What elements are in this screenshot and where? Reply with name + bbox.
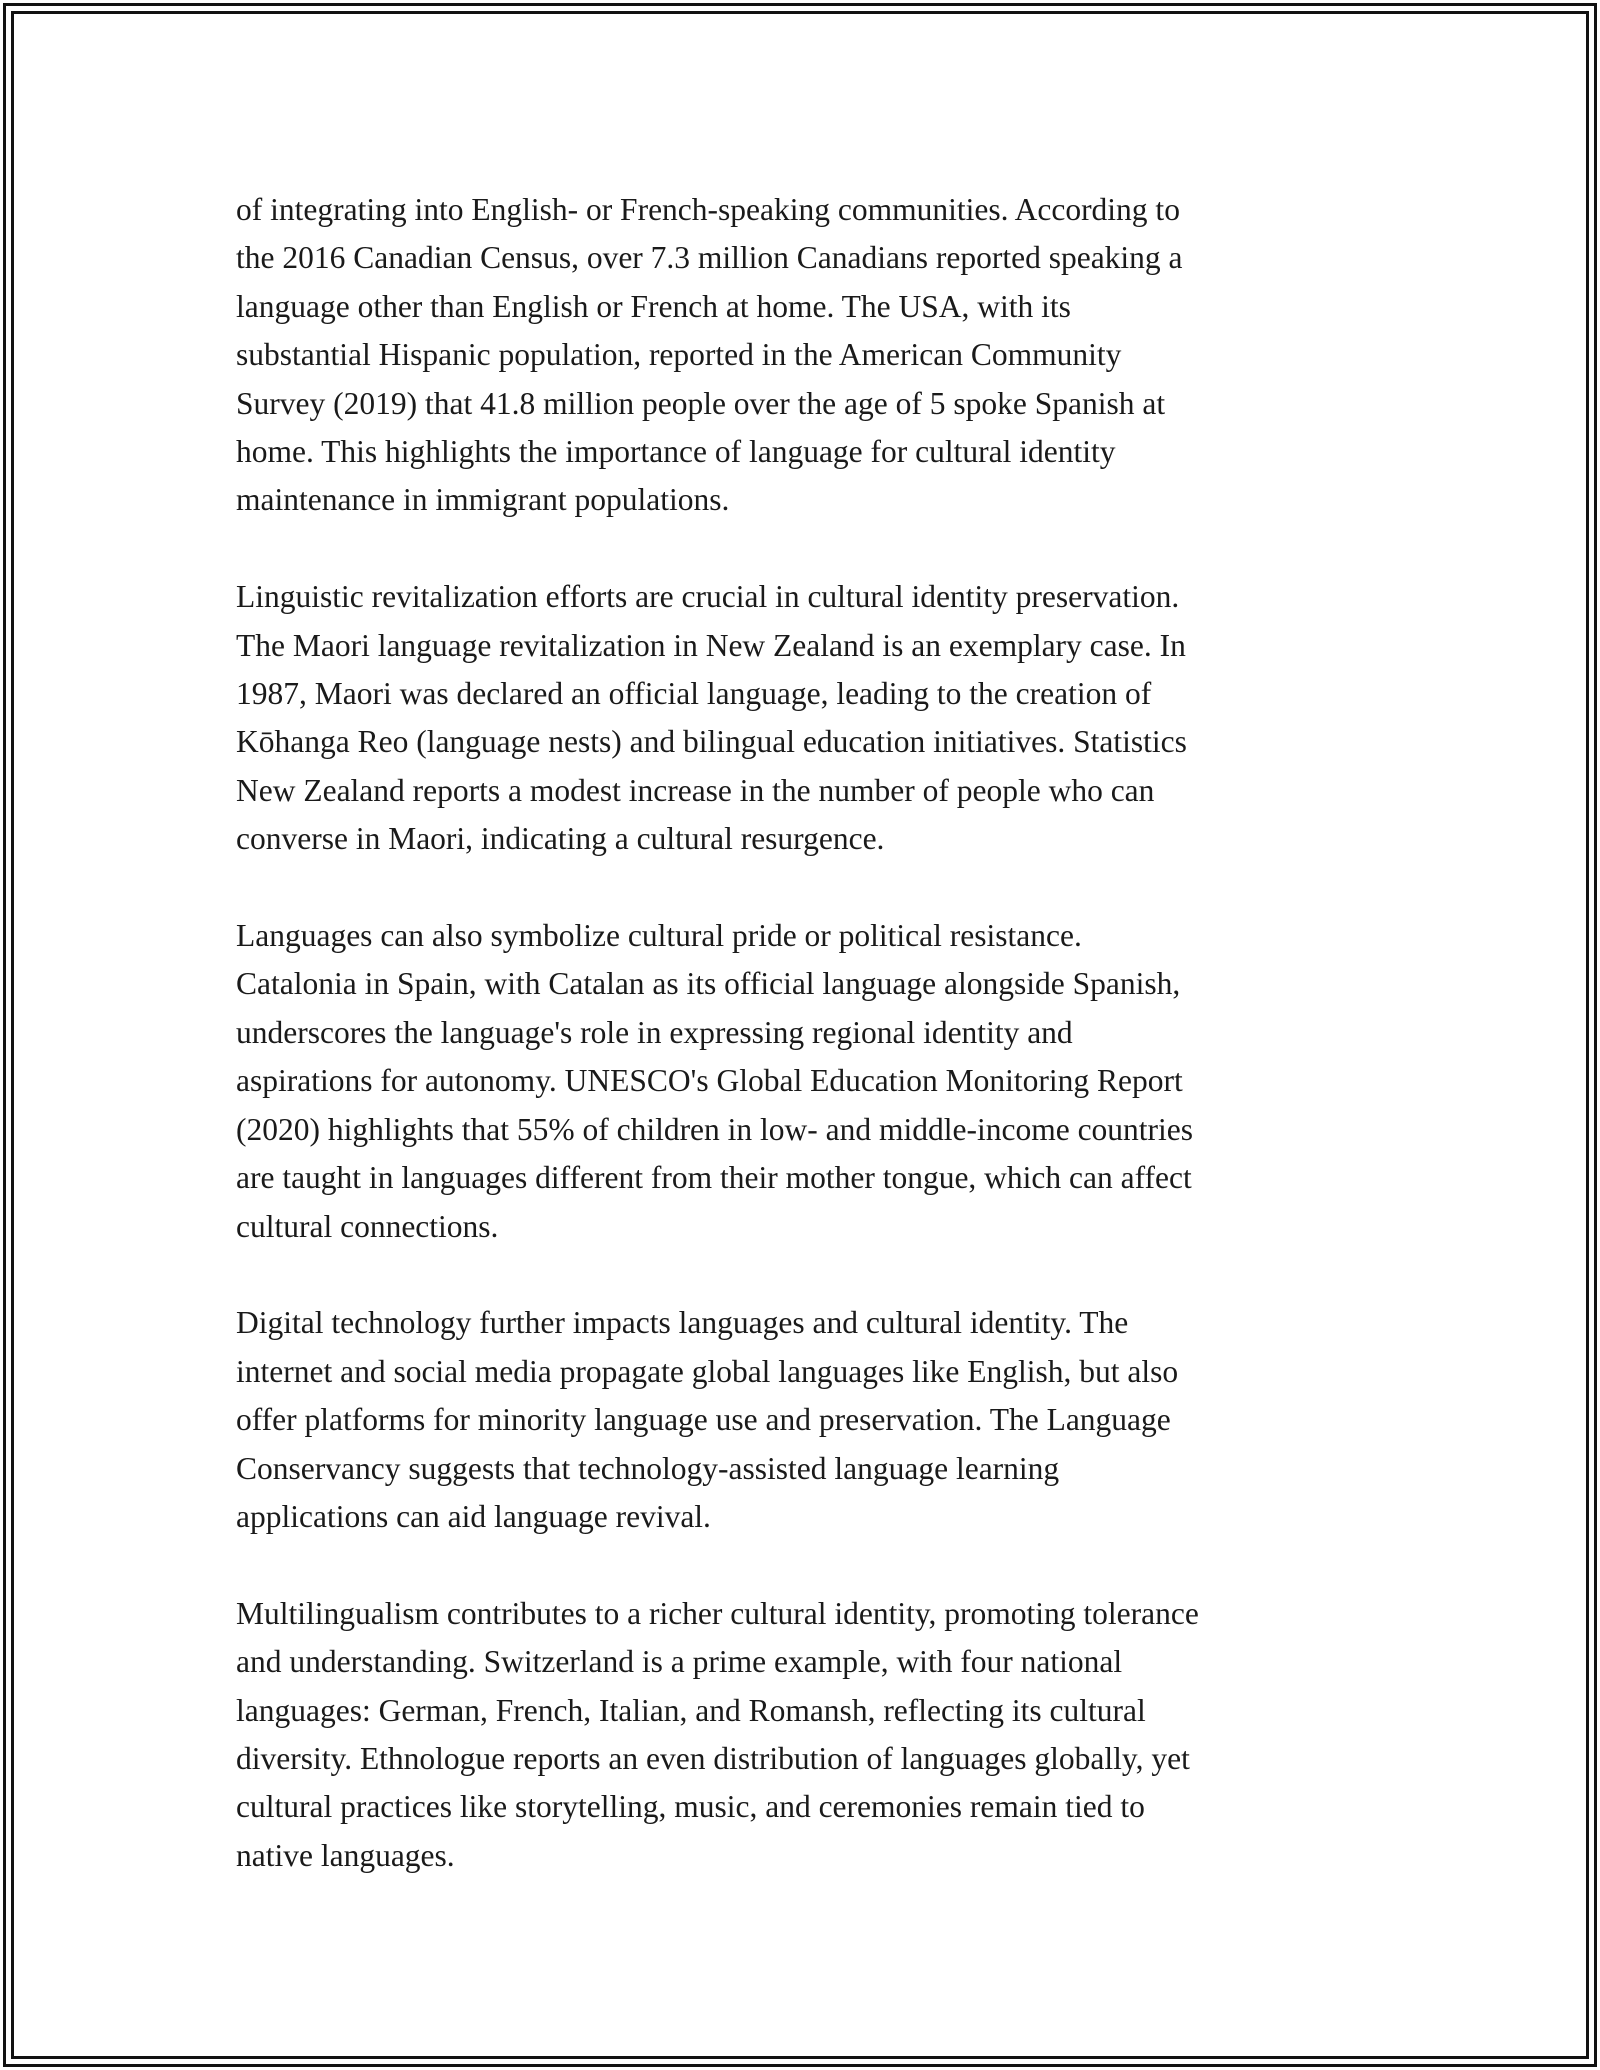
- text-line: internet and social media propagate global languages like English, but also: [236, 1353, 1179, 1389]
- text-line: of integrating into English- or French-speaking communities. According to: [236, 192, 1180, 227]
- text-line: native languages.: [236, 1837, 455, 1873]
- text-line: (2020) highlights that 55% of children in low- and middle-income countries: [236, 1111, 1194, 1147]
- text-line: substantial Hispanic population, reported in the American Community: [236, 337, 1122, 373]
- text-line: Catalonia in Spain, with Catalan as its official language alongside Spanish,: [236, 966, 1181, 1002]
- text-line: The Maori language revitalization in New Zealand is an exemplary case. In: [236, 627, 1186, 663]
- text-line: cultural practices like storytelling, music, and ceremonies remain tied to: [236, 1789, 1145, 1825]
- paragraph-multilingualism: [236, 1590, 1366, 1880]
- text-line: Languages can also symbolize cultural pride or political resistance.: [236, 918, 1082, 954]
- text-line: Conservancy suggests that technology-assisted language learning: [236, 1450, 1060, 1486]
- text-line: converse in Maori, indicating a cultural resurgence.: [236, 821, 885, 857]
- text-line: Digital technology further impacts languages and cultural identity. The: [236, 1305, 1129, 1341]
- text-line: maintenance in immigrant populations.: [236, 482, 730, 518]
- text-line: 1987, Maori was declared an official language, leading to the creation of: [236, 676, 1152, 712]
- paragraph-cultural-pride: [236, 912, 1366, 1251]
- text-line: language other than English or French at home. The USA, with its: [236, 288, 1071, 324]
- paragraph-immigrant-languages: [236, 186, 1366, 525]
- text-line: Linguistic revitalization efforts are crucial in cultural identity preservation.: [236, 579, 1180, 615]
- text-line: cultural connections.: [236, 1208, 499, 1244]
- paragraph-linguistic-revitalization: [236, 573, 1366, 863]
- text-line: the 2016 Canadian Census, over 7.3 million Canadians reported speaking a: [236, 240, 1183, 276]
- text-line: diversity. Ethnologue reports an even distribution of languages globally, yet: [236, 1740, 1190, 1776]
- text-line: New Zealand reports a modest increase in the number of people who can: [236, 772, 1155, 808]
- text-line: aspirations for autonomy. UNESCO's Global Education Monitoring Report: [236, 1063, 1183, 1099]
- text-line: Kōhanga Reo (language nests) and bilingual education initiatives. Statistics: [236, 724, 1187, 760]
- text-line: and understanding. Switzerland is a prime example, with four national: [236, 1644, 1123, 1680]
- text-line: Multilingualism contributes to a richer cultural identity, promoting tolerance: [236, 1595, 1199, 1631]
- text-line: are taught in languages different from their mother tongue, which can affect: [236, 1160, 1192, 1196]
- text-line: offer platforms for minority language use and preservation. The Language: [236, 1402, 1171, 1438]
- paragraph-digital-technology: [236, 1299, 1366, 1541]
- document-body: [236, 186, 1366, 1929]
- text-line: underscores the language's role in expressing regional identity and: [236, 1014, 1073, 1050]
- text-line: home. This highlights the importance of language for cultural identity: [236, 434, 1116, 470]
- text-line: languages: German, French, Italian, and Romansh, reflecting its cultural: [236, 1692, 1146, 1728]
- text-line: Survey (2019) that 41.8 million people over the age of 5 spoke Spanish at: [236, 385, 1166, 421]
- text-line: applications can aid language revival.: [236, 1498, 711, 1534]
